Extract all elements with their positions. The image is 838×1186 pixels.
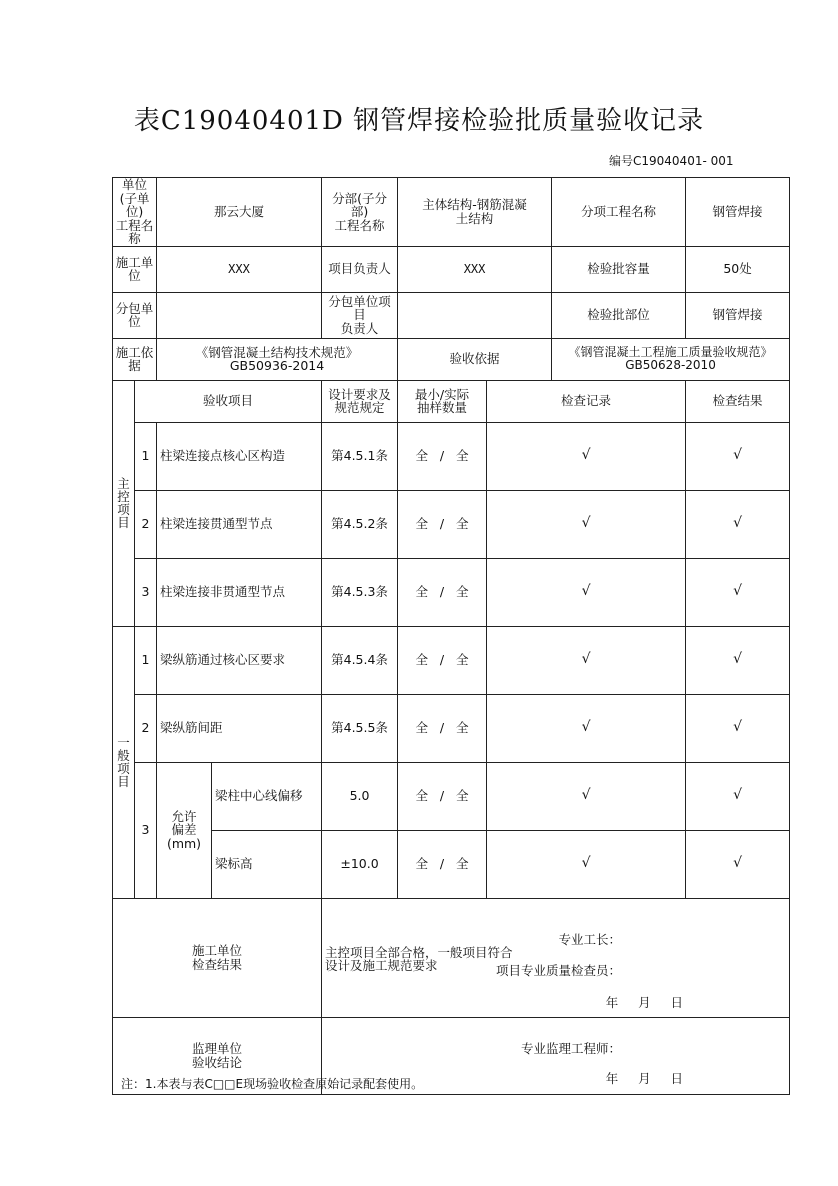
subcontractor-value bbox=[157, 292, 322, 338]
subitem-label: 分项工程名称 bbox=[552, 178, 686, 247]
column-sample-header: 最小/实际 抽样数量 bbox=[398, 380, 487, 422]
general-items-label: 一般项目 bbox=[113, 626, 135, 898]
sample-quantity: 全 / 全 bbox=[398, 422, 487, 490]
division-value: 主体结构-钢筋混凝 土结构 bbox=[398, 178, 552, 247]
subitem-value: 钢管焊接 bbox=[686, 178, 790, 247]
acceptance-basis-value: 《钢管混凝土工程施工质量验收规范》 GB50628-2010 bbox=[552, 338, 790, 380]
check-result: √ bbox=[686, 762, 790, 830]
division-label: 分部(子分部) 工程名称 bbox=[322, 178, 398, 247]
check-result: √ bbox=[686, 694, 790, 762]
table-row bbox=[113, 830, 790, 898]
tolerance-label: 允许 偏差 (mm) bbox=[157, 762, 212, 898]
design-requirement: 第4.5.3条 bbox=[322, 558, 398, 626]
item-name: 梁纵筋通过核心区要求 bbox=[157, 626, 322, 694]
sample-quantity: 全 / 全 bbox=[398, 626, 487, 694]
item-name: 梁柱中心线偏移 bbox=[212, 762, 322, 830]
row-number: 1 bbox=[135, 626, 157, 694]
batch-part-label: 检验批部位 bbox=[552, 292, 686, 338]
inspection-date: 年 月 日 bbox=[605, 994, 686, 1010]
construction-basis-label: 施工依据 bbox=[113, 338, 157, 380]
design-requirement: 第4.5.5条 bbox=[322, 694, 398, 762]
check-result: √ bbox=[686, 558, 790, 626]
check-record: √ bbox=[487, 626, 686, 694]
design-requirement: 第4.5.1条 bbox=[322, 422, 398, 490]
foreman-signature-label: 专业工长： bbox=[558, 931, 622, 947]
supervision-label: 监理单位 验收结论 bbox=[113, 1017, 322, 1094]
supervision-date: 年 月 日 bbox=[605, 1070, 686, 1086]
row-number: 2 bbox=[135, 694, 157, 762]
item-name: 柱梁连接非贯通型节点 bbox=[157, 558, 322, 626]
main-control-label: 主控项目 bbox=[113, 380, 135, 626]
table-row bbox=[113, 490, 790, 558]
check-record: √ bbox=[487, 558, 686, 626]
check-result: √ bbox=[686, 830, 790, 898]
table-row bbox=[113, 422, 790, 490]
sample-quantity: 全 / 全 bbox=[398, 558, 487, 626]
check-record: √ bbox=[487, 422, 686, 490]
item-name: 柱梁连接点核心区构造 bbox=[157, 422, 322, 490]
batch-part-value: 钢管焊接 bbox=[686, 292, 790, 338]
column-record-header: 检查记录 bbox=[487, 380, 686, 422]
sub-manager-label: 分包单位项目 负责人 bbox=[322, 292, 398, 338]
inspection-result-area bbox=[322, 898, 790, 1017]
manager-label: 项目负责人 bbox=[322, 246, 398, 292]
row-number: 2 bbox=[135, 490, 157, 558]
sample-quantity: 全 / 全 bbox=[398, 762, 487, 830]
contractor-value: XXX bbox=[157, 246, 322, 292]
acceptance-record-table bbox=[112, 177, 790, 1095]
document-number: 编号C19040401- 001 bbox=[609, 154, 734, 168]
column-item-header: 验收项目 bbox=[135, 380, 322, 422]
item-name: 梁纵筋间距 bbox=[157, 694, 322, 762]
column-result-header: 检查结果 bbox=[686, 380, 790, 422]
contractor-label: 施工单位 bbox=[113, 246, 157, 292]
check-record: √ bbox=[487, 762, 686, 830]
inspection-label: 施工单位 检查结果 bbox=[113, 898, 322, 1017]
table-row bbox=[113, 694, 790, 762]
table-row bbox=[113, 626, 790, 694]
sample-quantity: 全 / 全 bbox=[398, 694, 487, 762]
sub-manager-value bbox=[398, 292, 552, 338]
capacity-label: 检验批容量 bbox=[552, 246, 686, 292]
design-requirement: 第4.5.4条 bbox=[322, 626, 398, 694]
check-record: √ bbox=[487, 694, 686, 762]
sample-quantity: 全 / 全 bbox=[398, 490, 487, 558]
table-row bbox=[113, 762, 790, 830]
unit-name-value: 那云大厦 bbox=[157, 178, 322, 247]
design-requirement: 5.0 bbox=[322, 762, 398, 830]
row-number: 1 bbox=[135, 422, 157, 490]
construction-basis-value: 《钢管混凝土结构技术规范》 GB50936-2014 bbox=[157, 338, 398, 380]
row-number: 3 bbox=[135, 558, 157, 626]
capacity-value: 50处 bbox=[686, 246, 790, 292]
check-record: √ bbox=[487, 490, 686, 558]
check-result: √ bbox=[686, 626, 790, 694]
quality-inspector-label: 项目专业质量检查员： bbox=[496, 962, 622, 978]
table-row bbox=[113, 558, 790, 626]
check-record: √ bbox=[487, 830, 686, 898]
row-number: 3 bbox=[135, 762, 157, 898]
item-name: 梁标高 bbox=[212, 830, 322, 898]
unit-name-label: 单位(子单位) 工程名称 bbox=[113, 178, 157, 247]
manager-value: XXX bbox=[398, 246, 552, 292]
check-result: √ bbox=[686, 422, 790, 490]
design-requirement: 第4.5.2条 bbox=[322, 490, 398, 558]
page-title: 表C19040401D 钢管焊接检验批质量验收记录 bbox=[133, 106, 705, 136]
footnote: 注：1.本表与表C□□E现场验收检查原始记录配套使用。 bbox=[121, 1077, 424, 1091]
item-name: 柱梁连接贯通型节点 bbox=[157, 490, 322, 558]
supervising-engineer-label: 专业监理工程师： bbox=[521, 1040, 622, 1056]
subcontractor-label: 分包单位 bbox=[113, 292, 157, 338]
sample-quantity: 全 / 全 bbox=[398, 830, 487, 898]
design-requirement: ±10.0 bbox=[322, 830, 398, 898]
check-result: √ bbox=[686, 490, 790, 558]
column-design-header: 设计要求及 规范规定 bbox=[322, 380, 398, 422]
acceptance-basis-label: 验收依据 bbox=[398, 338, 552, 380]
inspection-text: 主控项目全部合格，一般项目符合 设计及施工规范要求 bbox=[325, 944, 513, 973]
